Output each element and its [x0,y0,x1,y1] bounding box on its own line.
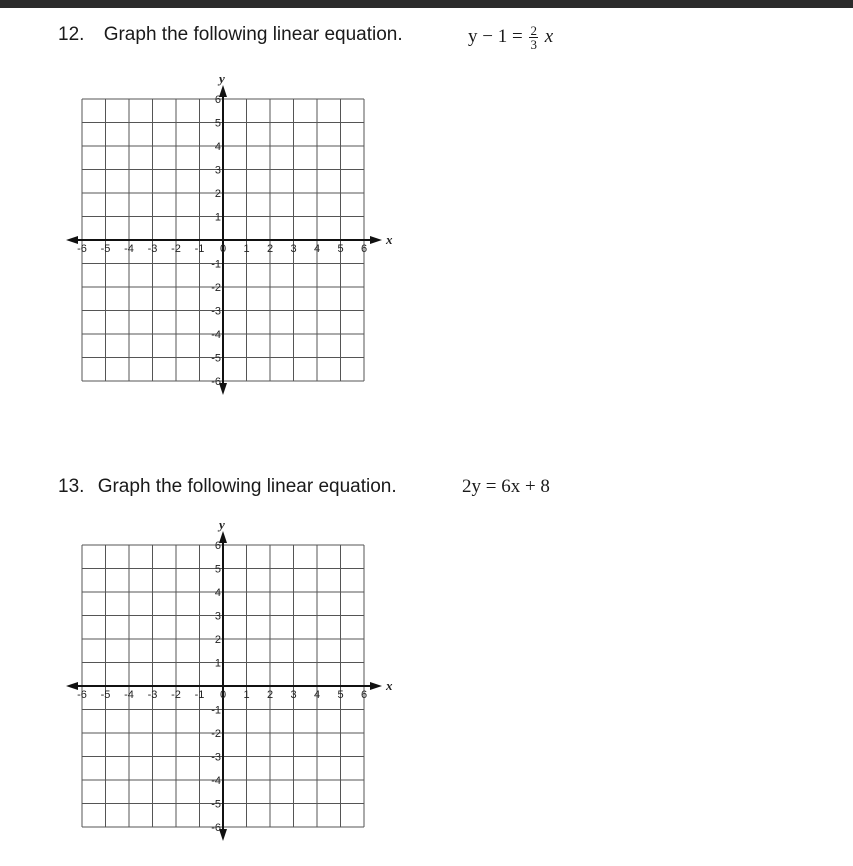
y-tick-label: -2 [211,282,221,294]
x-tick-label: 5 [337,689,344,701]
grid-svg [60,516,393,861]
y-tick-label: 1 [214,657,221,670]
x-tick-label: -1 [194,243,205,255]
equation-text: 2y = 6x + 8 [462,476,550,497]
y-tick-label: -3 [211,305,221,318]
y-tick-label: 2 [214,634,221,646]
equation-13 [462,476,550,498]
y-axis-label: y [219,517,225,532]
y-tick-label: 6 [214,540,221,552]
x-tick-label: -2 [171,689,181,701]
y-tick-label: -4 [211,775,221,787]
x-tick-label: 4 [313,689,321,701]
x-tick-label: -6 [77,689,87,701]
equation-12 [468,24,553,51]
x-tick-label: 3 [290,243,297,255]
x-tick-label: 1 [243,689,250,701]
y-tick-label: -1 [211,704,221,717]
x-tick-label: 2 [266,243,274,255]
x-tick-label: -5 [100,689,111,701]
equation-left: y − 1 = [468,25,528,47]
arrow-right-icon [370,236,382,244]
y-tick-label: -5 [211,798,221,811]
question-prompt: Graph the following linear equation. [103,24,403,45]
equation-right: x [544,25,554,47]
fraction-denominator: 3 [530,37,537,52]
x-tick-label: 0 [219,689,227,701]
grid-svg [60,70,393,415]
x-tick-label: -3 [147,243,158,255]
x-tick-label: -5 [100,243,111,255]
y-tick-label: -2 [211,728,221,740]
question-12 [58,24,403,46]
x-tick-label: 0 [219,243,227,255]
y-tick-label: 6 [214,94,221,106]
y-tick-label: 5 [214,563,221,576]
x-tick-label: 2 [266,689,274,701]
y-tick-label: 3 [214,164,221,177]
question-prompt: Graph the following linear equation. [97,476,397,497]
window-top-bar [0,0,853,8]
y-tick-label: -1 [211,258,221,271]
x-tick-label: -2 [171,243,181,255]
x-tick-label: -4 [124,689,134,701]
y-axis-label: y [219,71,225,86]
y-tick-label: -4 [211,329,221,341]
y-tick-label: 2 [214,188,221,200]
y-tick-label: -3 [211,751,221,764]
x-tick-label: 3 [290,689,297,701]
x-axis-label: x [386,232,393,247]
fraction-numerator: 2 [530,23,537,38]
x-tick-label: 6 [360,243,368,255]
question-13 [58,476,397,498]
x-tick-label: -3 [147,689,158,701]
y-tick-label: -6 [211,376,221,388]
question-number: 12. [58,24,85,45]
x-tick-label: 5 [337,243,344,255]
coordinate-grid-13[interactable] [60,516,393,861]
y-tick-label: 5 [214,117,221,130]
x-tick-label: -1 [194,689,205,701]
x-tick-label: 6 [360,689,368,701]
x-tick-label: 4 [313,243,321,255]
x-tick-label: -6 [77,243,87,255]
arrow-right-icon [370,682,382,690]
y-tick-label: -6 [211,822,221,834]
y-tick-label: 3 [214,610,221,623]
y-tick-label: 1 [214,211,221,224]
x-axis-label: x [386,678,393,693]
equation-fraction [529,24,538,51]
coordinate-grid-12[interactable] [60,70,393,415]
y-tick-label: 4 [214,587,221,599]
y-tick-label: -5 [211,352,221,365]
y-tick-label: 4 [214,141,221,153]
x-tick-label: -4 [124,243,134,255]
x-tick-label: 1 [243,243,250,255]
question-number: 13. [58,476,85,497]
